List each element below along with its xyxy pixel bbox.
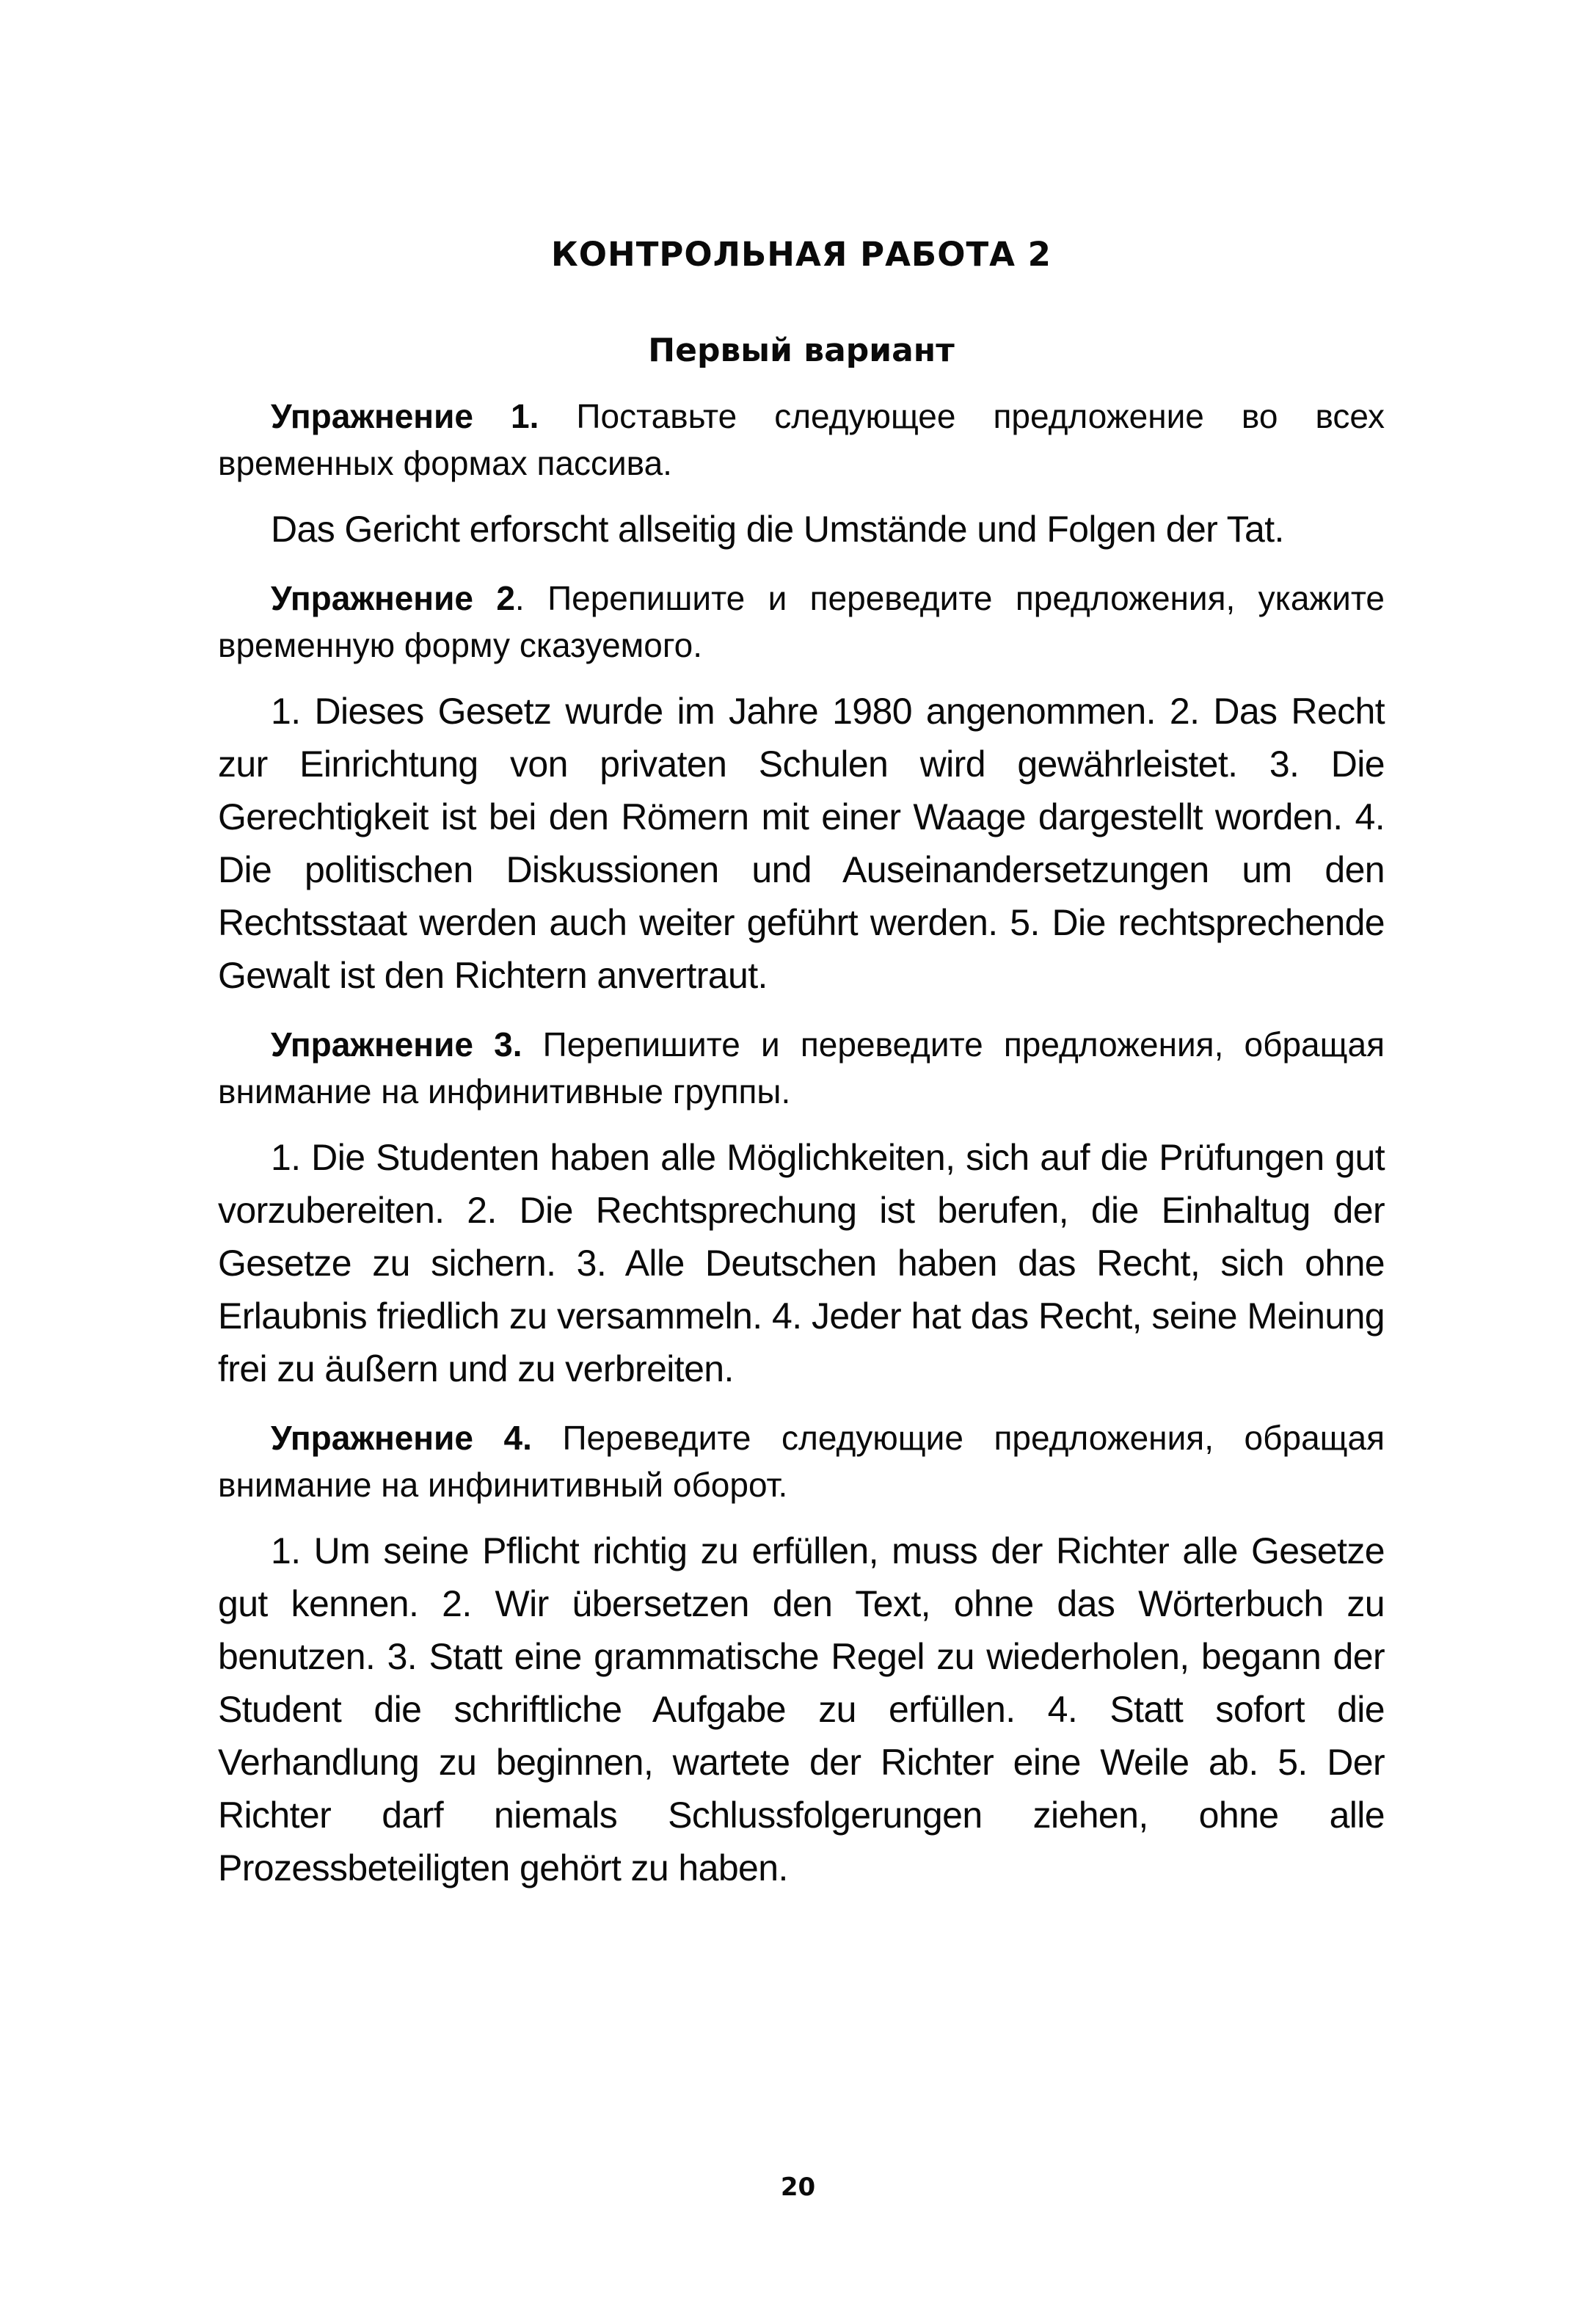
exercise-3-instruction	[218, 1021, 1385, 1115]
exercise-1-instruction-text: Поставьте следующее предложение во всех временных формах пассива.	[218, 396, 1385, 482]
page-title: КОНТРОЛЬНАЯ РАБОТА 2	[551, 235, 1052, 274]
exercise-4-instruction	[218, 1414, 1385, 1508]
document-page	[218, 235, 1385, 1913]
exercise-4-text: 1. Um seine Pflicht richtig zu erfüllen, muss der Richter alle Gesetze gut kennen. 2. Wir übersetzen den Text, ohne das Wörterbuch zu benutzen. 3. Statt eine grammatische Regel zu wiederholen, begann der Student die schriftliche Aufgabe zu erfüllen. 4. Statt sofort die Verhandlung zu beginnen, wartete der Richter eine Weile ab. 5. Der Richter darf niemals Schlussfolgerungen ziehen, ohne alle Prozessbeteiligten gehört zu haben.	[218, 1530, 1385, 1889]
exercise-3-instruction-text: Перепишите и переведите предложения, обращая внимание на инфинитивные группы.	[218, 1025, 1385, 1110]
exercise-3-text: 1. Die Studenten haben alle Möglichkeiten, sich auf die Prüfungen gut vorzubereiten. 2. Die Rechtsprechung ist berufen, die Einhaltug der Gesetze zu sichern. 3. Alle Deutschen haben das Recht, sich ohne Erlaubnis friedlich zu versammeln. 4. Jeder hat das Recht, seine Meinung frei zu äußern und zu verbreiten.	[218, 1136, 1385, 1389]
exercise-4-instruction-text: Переведите следующие предложения, обращая внимание на инфинитивный оборот.	[218, 1418, 1385, 1504]
variant-title: Первый вариант	[648, 332, 955, 369]
exercise-2-instruction-text: . Перепишите и переведите предложения, укажите временную форму сказуемого.	[218, 578, 1385, 664]
page-number: 20	[780, 2173, 816, 2202]
exercise-3-label: Упражнение 3.	[271, 1025, 522, 1064]
exercise-1-instruction	[218, 393, 1385, 487]
exercise-1-label: Упражнение 1.	[271, 396, 539, 435]
exercise-4-label: Упражнение 4.	[271, 1418, 532, 1457]
exercise-2-label: Упражнение 2	[271, 578, 515, 617]
exercise-2-instruction	[218, 575, 1385, 669]
exercise-1-text: Das Gericht erforscht allseitig die Umstände und Folgen der Tat.	[271, 508, 1284, 550]
exercise-2-text: 1. Dieses Gesetz wurde im Jahre 1980 angenommen. 2. Das Recht zur Einrichtung von privaten Schulen wird gewährleistet. 3. Die Gerechtigkeit ist bei den Römern mit einer Waage dargestellt worden. 4. Die politischen Diskussionen und Auseinandersetzungen um den Rechtsstaat werden auch weiter geführt werden. 5. Die rechtsprechende Gewalt ist den Richtern anvertraut.	[218, 690, 1385, 996]
